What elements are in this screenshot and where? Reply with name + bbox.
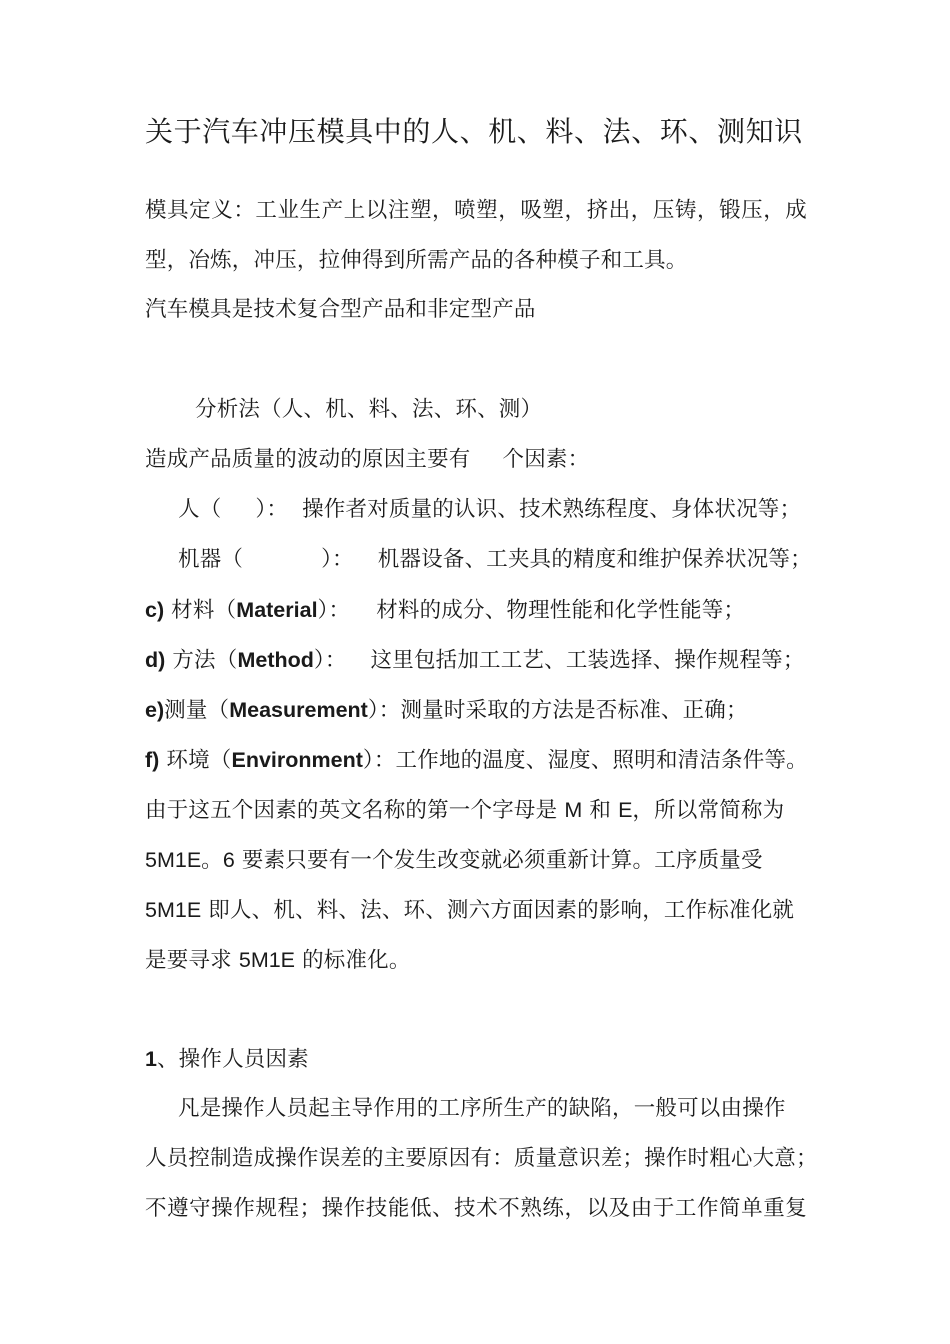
factor-environment-marker: f) <box>145 748 160 772</box>
summary-line-1-and: 和 <box>589 798 612 823</box>
factor-material-desc: 材料的成分、物理性能和化学性能等； <box>376 598 746 623</box>
section-1-para-line-1: 凡是操作人员起主导作用的工序所生产的缺陷，一般可以由操作 <box>178 1096 786 1121</box>
section-1-para-line-3: 不遵守操作规程；操作技能低、技术不熟练，以及由于工作简单重复 <box>145 1196 807 1221</box>
definition-line-2: 型，冶炼，冲压，拉伸得到所需产品的各种模子和工具。 <box>145 248 688 273</box>
factor-measurement <box>145 696 748 725</box>
factor-method-close: ）： <box>313 648 347 673</box>
factor-material-name: 材料（ <box>171 598 237 623</box>
factors-intro-before: 造成产品质量的波动的原因主要有 <box>145 447 471 472</box>
factor-method-name: 方法（ <box>172 648 238 673</box>
factor-people <box>178 496 801 524</box>
factor-people-label-close: ）： <box>255 497 289 522</box>
factor-measurement-name: 测量（ <box>164 698 230 723</box>
summary-line-4-code: 5M1E <box>238 948 296 972</box>
definition-line-1: 模具定义：工业生产上以注塑，喷塑，吸塑，挤出，压铸，锻压，成 <box>145 198 807 223</box>
factor-environment <box>145 746 808 775</box>
factor-machine-desc: 机器设备、工夹具的精度和维护保养状况等； <box>377 547 812 572</box>
factor-environment-name: 环境（ <box>166 748 232 773</box>
summary-line-3-code: 5M1E <box>145 898 202 922</box>
summary-line-2 <box>145 846 763 875</box>
summary-line-1-e: E <box>618 798 633 822</box>
summary-line-2-mid: 。 <box>201 848 223 873</box>
section-1-para-line-2: 人员控制造成操作误差的主要原因有：质量意识差；操作时粗心大意； <box>145 1146 818 1171</box>
summary-line-2-text: 要素只要有一个发生改变就必须重新计算。工序质量受 <box>241 848 763 873</box>
summary-line-4-before: 是要寻求 <box>145 948 232 973</box>
factor-environment-desc: 工作地的温度、湿度、照明和清洁条件等。 <box>395 748 808 773</box>
summary-line-1-tail: ，所以常简称为 <box>632 798 785 823</box>
summary-line-1-m: M <box>564 798 583 822</box>
section-1-number: 1 <box>145 1047 157 1071</box>
factor-measurement-english: Measurement <box>229 698 368 722</box>
factors-intro-after: 个因素： <box>502 447 590 472</box>
factor-method-desc: 这里包括加工工艺、工装选择、操作规程等； <box>370 648 805 673</box>
summary-line-1-text: 由于这五个因素的英文名称的第一个字母是 <box>145 798 558 823</box>
factor-machine-label-close: ）： <box>321 547 354 572</box>
factor-people-desc: 操作者对质量的认识、技术熟练程度、身体状况等； <box>302 497 802 522</box>
factor-environment-english: Environment <box>231 748 363 772</box>
factor-method <box>145 646 805 675</box>
summary-line-3-text: 即人、机、料、法、环、测六方面因素的影响，工作标准化就 <box>208 898 795 923</box>
analysis-heading: 分析法（人、机、料、法、环、测） <box>195 397 543 422</box>
factor-material-marker: c) <box>145 598 165 622</box>
factor-machine-label-open: 机器（ <box>178 547 244 572</box>
summary-line-1 <box>145 796 784 825</box>
summary-line-2-code: 5M1E <box>145 848 202 872</box>
factor-measurement-desc: 测量时采取的方法是否标准、正确； <box>400 698 748 723</box>
section-1-heading <box>145 1045 309 1074</box>
factor-machine <box>178 546 812 574</box>
summary-line-4 <box>145 946 411 975</box>
summary-line-3 <box>145 896 794 925</box>
factor-people-label-open: 人（ <box>178 497 222 522</box>
factor-method-english: Method <box>237 648 314 672</box>
factor-material-english: Material <box>236 598 318 622</box>
auto-molds-statement: 汽车模具是技术复合型产品和非定型产品 <box>145 297 536 322</box>
document-title: 关于汽车冲压模具中的人、机、料、法、环、测知识 <box>145 115 803 148</box>
section-1-heading-text: 、操作人员因素 <box>156 1047 309 1072</box>
factor-measurement-close: ）： <box>367 698 401 723</box>
factors-intro <box>145 446 589 474</box>
factor-method-marker: d) <box>145 648 166 672</box>
summary-line-4-after: 的标准化。 <box>302 948 411 973</box>
factor-material-close: ）： <box>317 598 351 623</box>
summary-line-2-six: 6 <box>222 848 235 872</box>
factor-material <box>145 596 745 625</box>
factor-environment-close: ）： <box>362 748 396 773</box>
factor-measurement-marker: e) <box>145 698 165 722</box>
